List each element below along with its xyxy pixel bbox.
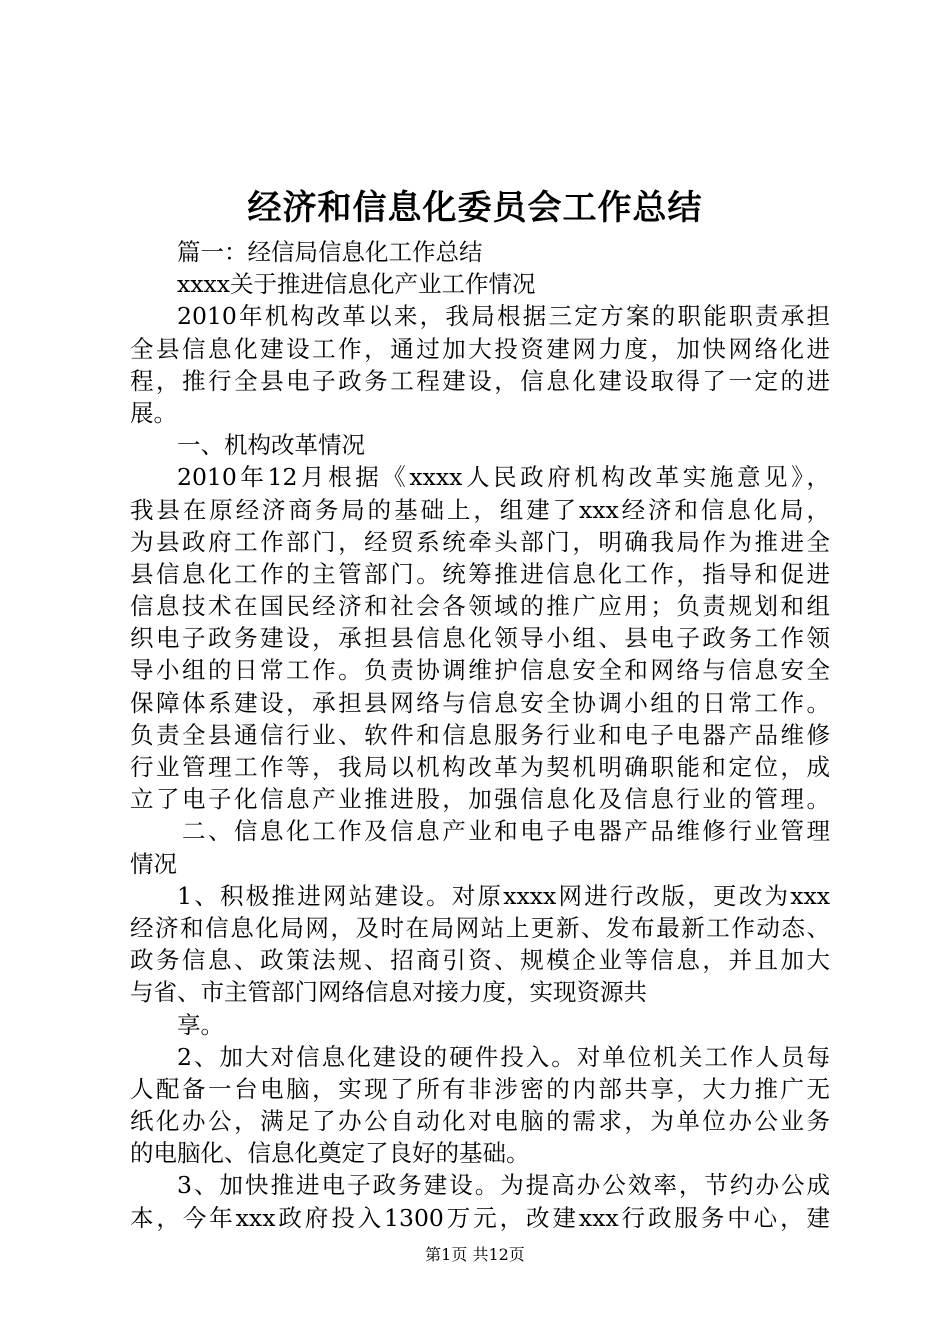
text-line: 2010年机构改革以来，我局根据三定方案的职能职责承担 (177, 302, 830, 331)
text-line: 经济和信息化局网，及时在局网站上更新、发布最新工作动态、 (130, 913, 830, 942)
text-line: 负责全县通信行业、软件和信息服务行业和电子电器产品维修 (130, 720, 830, 749)
section-heading: 篇一：经信局信息化工作总结 (177, 238, 483, 266)
text-line: 1、积极推进网站建设。对原xxxx网进行改版，更改为xxx (177, 881, 830, 910)
text-line: 织电子政务建设，承担县信息化领导小组、县电子政务工作领 (130, 624, 830, 653)
text-line: 行业管理工作等，我局以机构改革为契机明确职能和定位，成 (130, 753, 830, 781)
text-line: 程，推行全县电子政务工程建设，信息化建设取得了一定的进 (130, 366, 830, 395)
text-line: 信息技术在国民经济和社会各领域的推广应用；负责规划和组 (130, 592, 830, 621)
text-line: 为县政府工作部门，经贸系统牵头部门，明确我局作为推进全 (130, 527, 830, 556)
text-line: 的电脑化、信息化奠定了良好的基础。 (130, 1139, 530, 1168)
text-line: 县信息化工作的主管部门。统筹推进信息化工作，指导和促进 (130, 559, 830, 588)
text-line: 情况 (130, 849, 177, 878)
document-body (130, 236, 830, 1234)
text-line: 展。 (130, 398, 177, 427)
text-line: 纸化办公，满足了办公自动化对电脑的需求，为单位办公业务 (130, 1107, 830, 1136)
section-heading: 二、信息化工作及信息产业和电子电器产品维修行业管理 (182, 817, 830, 846)
text-line: 全县信息化建设工作，通过加大投资建网力度，加快网络化进 (130, 334, 830, 363)
text-line: 3、加快推进电子政务建设。为提高办公效率，节约办公成 (177, 1171, 830, 1200)
text-line: 保障体系建设，承担县网络与信息安全协调小组的日常工作。 (130, 688, 830, 717)
text-line: 立了电子化信息产业推进股，加强信息化及信息行业的管理。 (130, 785, 830, 814)
subheading: xxxx关于推进信息化产业工作情况 (177, 270, 536, 299)
section-heading: 一、机构改革情况 (177, 431, 365, 460)
text-line: 政务信息、政策法规、招商引资、规模企业等信息，并且加大 (130, 946, 830, 975)
text-line: 我县在原经济商务局的基础上，组建了xxx经济和信息化局， (130, 495, 830, 524)
text-line: 本，今年xxx政府投入1300万元，改建xxx行政服务中心，建 (130, 1203, 830, 1232)
document-title: 经济和信息化委员会工作总结 (247, 188, 703, 228)
text-line: 2010年12月根据《xxxx人民政府机构改革实施意见》， (177, 463, 830, 492)
text-line: 人配备一台电脑，实现了所有非涉密的内部共享，大力推广无 (130, 1074, 830, 1103)
text-line: 导小组的日常工作。负责协调维护信息安全和网络与信息安全 (130, 656, 830, 685)
text-line: 享。 (177, 1010, 224, 1039)
page-footer: 第1页 共12页 (425, 1245, 525, 1264)
text-line: 2、加大对信息化建设的硬件投入。对单位机关工作人员每 (177, 1042, 830, 1071)
text-line: 与省、市主管部门网络信息对接力度，实现资源共 (130, 978, 647, 1007)
